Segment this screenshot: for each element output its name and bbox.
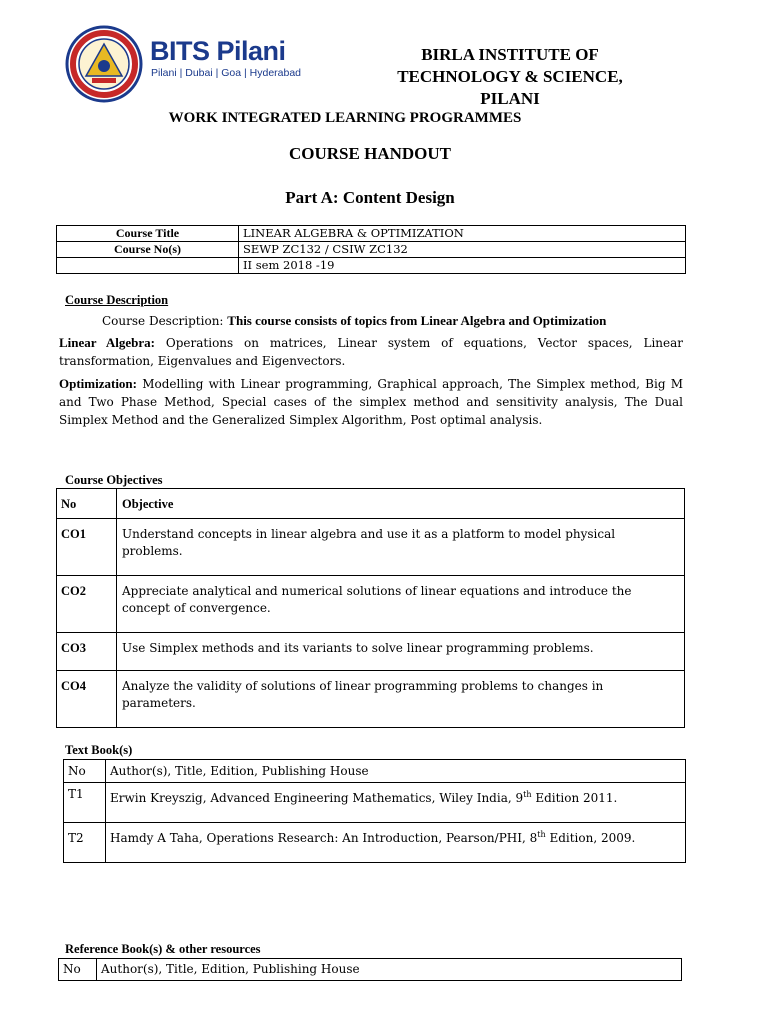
textbook-text: Erwin Kreyszig, Advanced Engineering Mathematics, Wiley India, 9 (110, 791, 524, 805)
textbook-text: Hamdy A Taha, Operations Research: An Introduction, Pearson/PHI, 8 (110, 831, 538, 845)
text-books-heading: Text Book(s) (65, 743, 133, 757)
textbook-no: T1 (64, 783, 106, 823)
semester-value: II sem 2018 -19 (239, 258, 686, 274)
table-row (57, 519, 685, 576)
col-no-header: No (59, 959, 97, 981)
col-no-header: No (64, 760, 106, 783)
col-details-header: Author(s), Title, Edition, Publishing House (106, 760, 686, 783)
table-row (64, 783, 686, 823)
linear-algebra-label: Linear Algebra: (59, 335, 156, 350)
institute-line-2: TECHNOLOGY & SCIENCE, (397, 67, 623, 86)
table-row (57, 226, 686, 242)
table-row (57, 242, 686, 258)
institute-line-3: PILANI (480, 89, 540, 108)
table-row (57, 633, 685, 671)
table-row (64, 823, 686, 863)
course-objectives-heading: Course Objectives (65, 473, 163, 487)
linear-algebra-paragraph (59, 334, 683, 370)
objective-no: CO2 (57, 576, 117, 633)
table-header-row (57, 489, 685, 519)
course-description-heading: Course Description (65, 293, 169, 307)
logo-wordmark: BITS Pilani (150, 36, 286, 66)
optimization-paragraph (59, 375, 683, 429)
linear-algebra-text: Operations on matrices, Linear system of equations, Vector spaces, Linear transformation, Eigenvalues and Eigenvectors. (59, 336, 683, 368)
course-title-value: LINEAR ALGEBRA & OPTIMIZATION (239, 226, 686, 242)
textbook-no: T2 (64, 823, 106, 863)
table-row (57, 576, 685, 633)
objective-no: CO1 (57, 519, 117, 576)
course-no-label: Course No(s) (57, 242, 239, 258)
institute-line-1: BIRLA INSTITUTE OF (421, 45, 599, 64)
col-objective-header: Objective (117, 489, 685, 519)
table-header-row (64, 760, 686, 783)
course-objectives-table (56, 488, 685, 728)
reference-books-table (58, 958, 682, 981)
text-books-table (63, 759, 686, 863)
table-row (57, 671, 685, 728)
objective-no: CO3 (57, 633, 117, 671)
programme-title: WORK INTEGRATED LEARNING PROGRAMMES (168, 110, 522, 126)
objective-text: Analyze the validity of solutions of linear programming problems to changes in parameters. (117, 671, 685, 728)
intro-text: This course consists of topics from Linear Algebra and Optimization (227, 313, 607, 328)
course-info-table (56, 225, 686, 274)
textbook-text-end: Edition 2011. (531, 791, 618, 805)
institute-name (350, 44, 670, 110)
table-row (57, 258, 686, 274)
textbook-details (106, 783, 686, 823)
course-title-label: Course Title (57, 226, 239, 242)
objective-text: Appreciate analytical and numerical solutions of linear equations and introduce the concept of convergence. (117, 576, 685, 633)
optimization-text: Modelling with Linear programming, Graphical approach, The Simplex method, Big M and Two Phase Method, Special cases of the simplex method and sensitivity analysis, The Dual Simplex Method and the Generalized Simplex Algorithm, Post optimal analysis. (59, 377, 683, 427)
bits-seal-icon (62, 24, 146, 104)
course-no-value: SEWP ZC132 / CSIW ZC132 (239, 242, 686, 258)
col-no-header: No (57, 489, 117, 519)
col-details-header: Author(s), Title, Edition, Publishing House (97, 959, 682, 981)
textbook-edition-sup: th (523, 790, 532, 799)
objective-text: Understand concepts in linear algebra and use it as a platform to model physical problems. (117, 519, 685, 576)
semester-label (57, 258, 239, 274)
textbook-edition-sup: th (537, 830, 546, 839)
intro-label: Course Description: (102, 314, 224, 328)
objective-no: CO4 (57, 671, 117, 728)
course-description-intro (102, 313, 606, 329)
objective-text: Use Simplex methods and its variants to solve linear programming problems. (117, 633, 685, 671)
textbook-details (106, 823, 686, 863)
table-header-row (59, 959, 682, 981)
logo-campuses: Pilani | Dubai | Goa | Hyderabad (151, 67, 302, 79)
reference-books-heading: Reference Book(s) & other resources (65, 942, 261, 956)
textbook-text-end: Edition, 2009. (545, 831, 636, 845)
document-title: COURSE HANDOUT (289, 144, 451, 163)
optimization-label: Optimization: (59, 376, 137, 391)
part-title: Part A: Content Design (285, 188, 455, 207)
